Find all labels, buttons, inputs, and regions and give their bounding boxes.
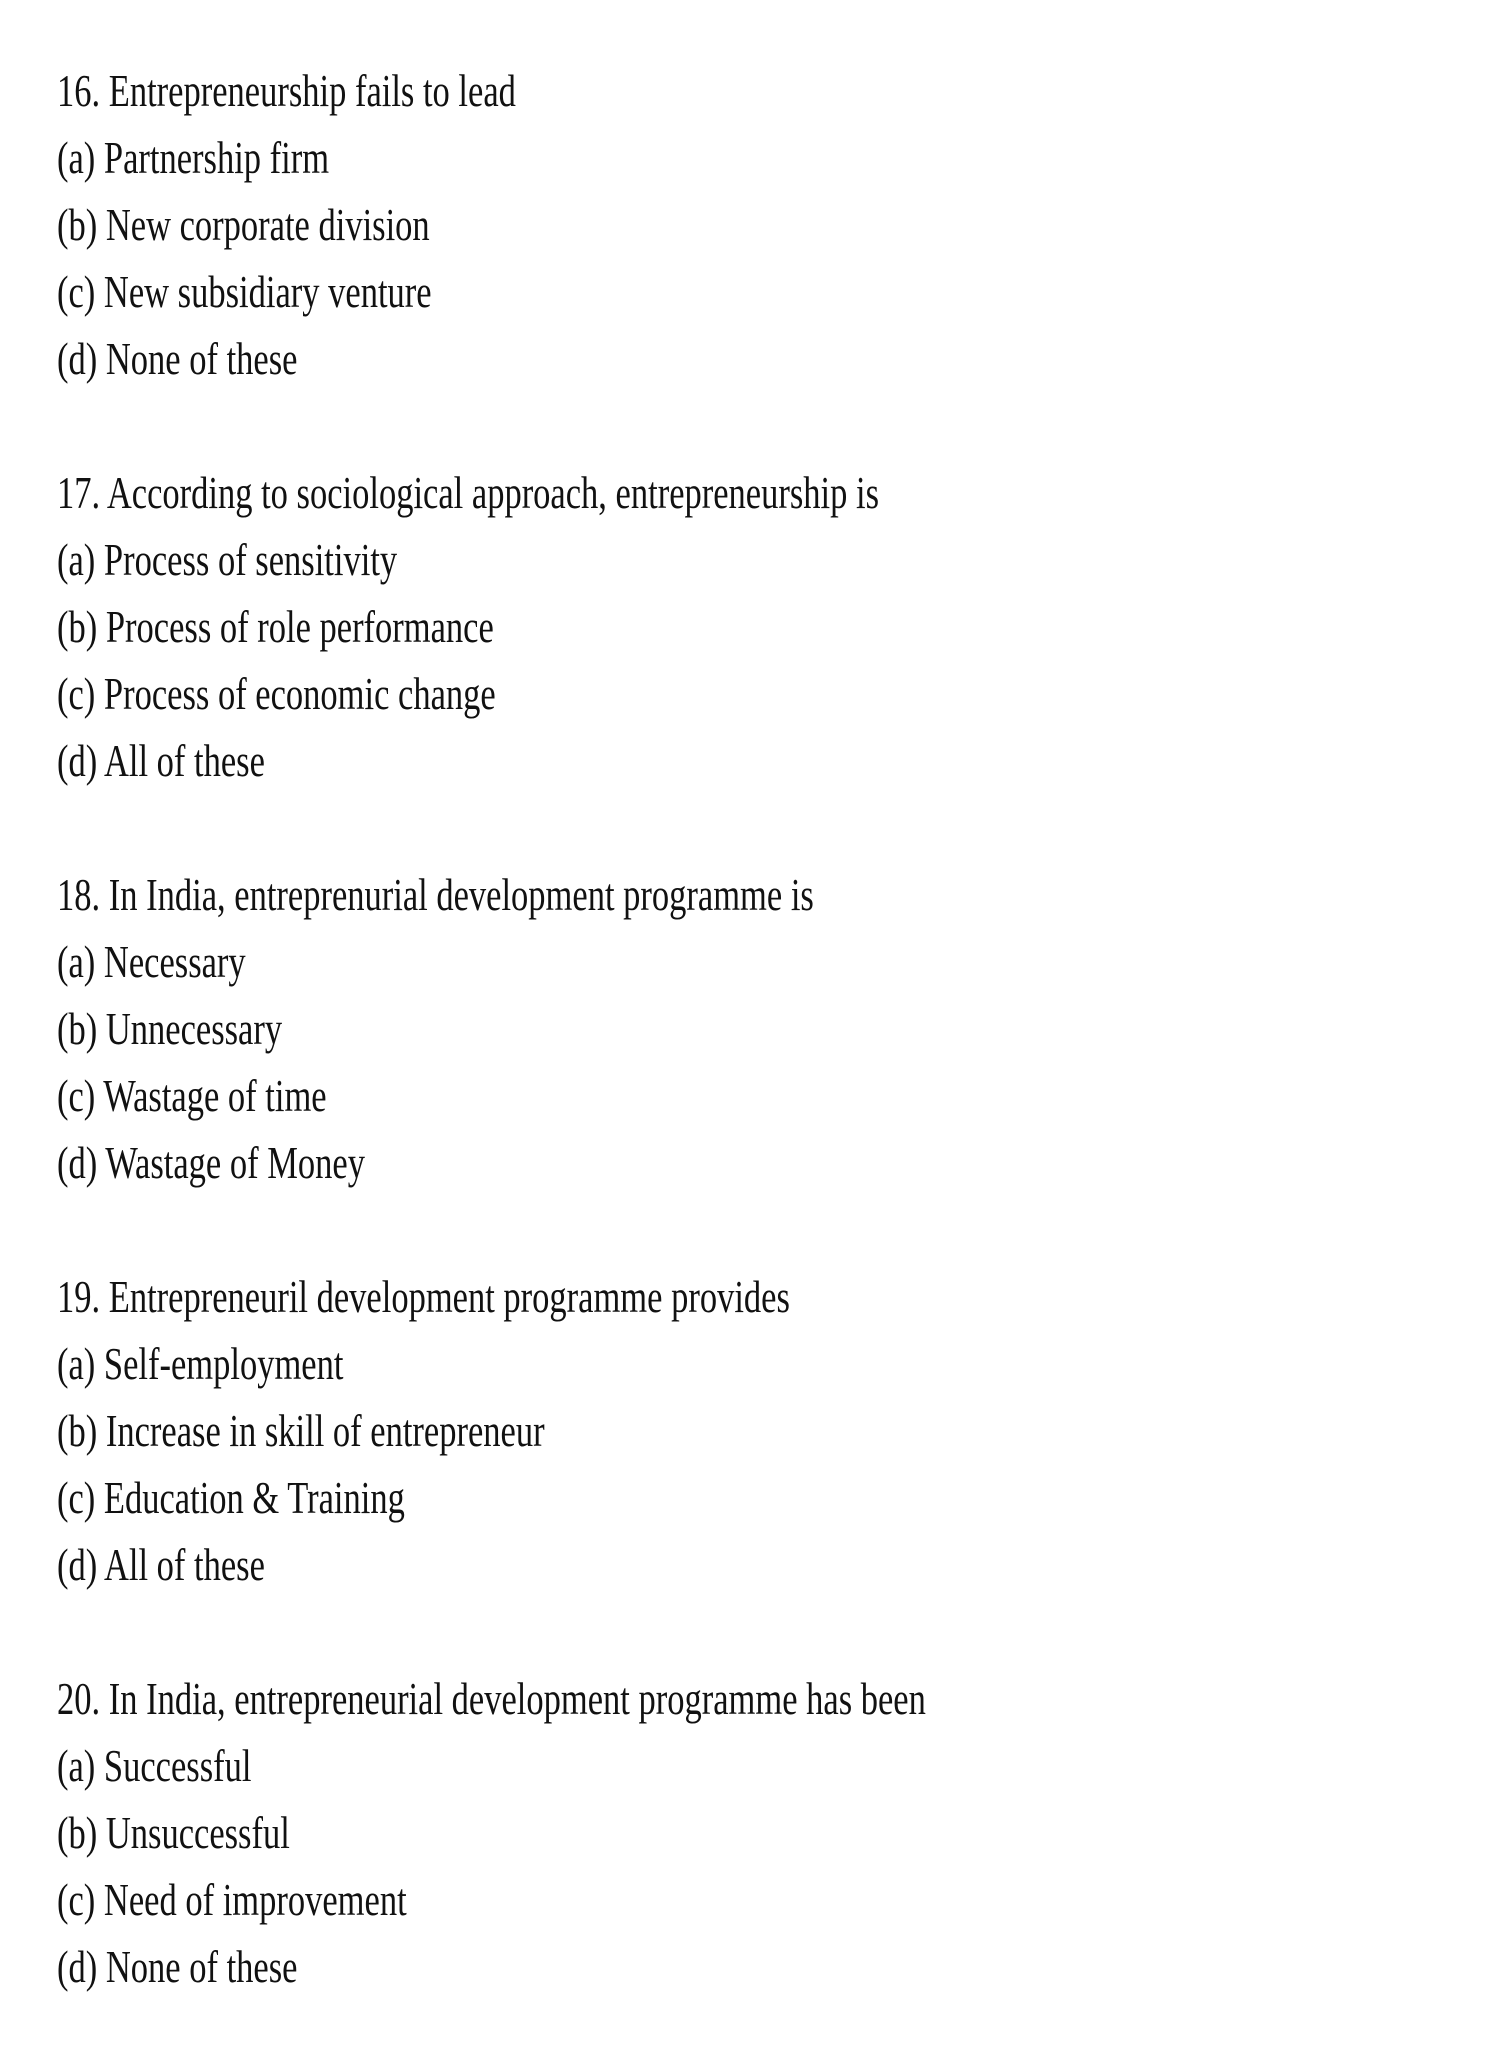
question-block: [57, 1665, 1216, 2000]
question-text: 16. Entrepreneurship fails to lead: [57, 65, 516, 116]
question-list: [57, 57, 1216, 2067]
answer-option: (b) Increase in skill of entrepreneur: [57, 1405, 545, 1456]
answer-option: (a) Self-employment: [57, 1338, 344, 1389]
question-block: [57, 57, 1216, 392]
question-block: [57, 861, 1216, 1196]
answer-option: (a) Successful: [57, 1740, 252, 1791]
answer-option: (a) Partnership firm: [57, 132, 330, 183]
answer-option: (b) Unsuccessful: [57, 1807, 290, 1858]
question-text: 17. According to sociological approach, entrepreneurship is: [57, 467, 880, 518]
answer-option: (b) New corporate division: [57, 199, 430, 250]
answer-option: (c) Need of improvement: [57, 1874, 407, 1925]
answer-option: (c) New subsidiary venture: [57, 266, 432, 317]
answer-option: (d) None of these: [57, 333, 298, 384]
question-text: 18. In India, entreprenurial development programme is: [57, 869, 814, 920]
answer-option: (d) All of these: [57, 735, 265, 786]
answer-option: (a) Process of sensitivity: [57, 534, 398, 585]
question-block: [57, 1263, 1216, 1598]
answer-option: (d) All of these: [57, 1539, 265, 1590]
answer-option: (b) Process of role performance: [57, 601, 494, 652]
question-text: 20. In India, entrepreneurial development programme has been: [57, 1673, 926, 1724]
answer-option: (b) Unnecessary: [57, 1003, 283, 1054]
answer-option: (c) Process of economic change: [57, 668, 496, 719]
answer-option: (d) Wastage of Money: [57, 1137, 365, 1188]
answer-option: (c) Education & Training: [57, 1472, 405, 1523]
question-block: [57, 459, 1216, 794]
answer-option: (a) Necessary: [57, 936, 246, 987]
answer-option: (c) Wastage of time: [57, 1070, 327, 1121]
question-text: 19. Entrepreneuril development programme provides: [57, 1271, 790, 1322]
answer-option: (d) None of these: [57, 1941, 298, 1992]
